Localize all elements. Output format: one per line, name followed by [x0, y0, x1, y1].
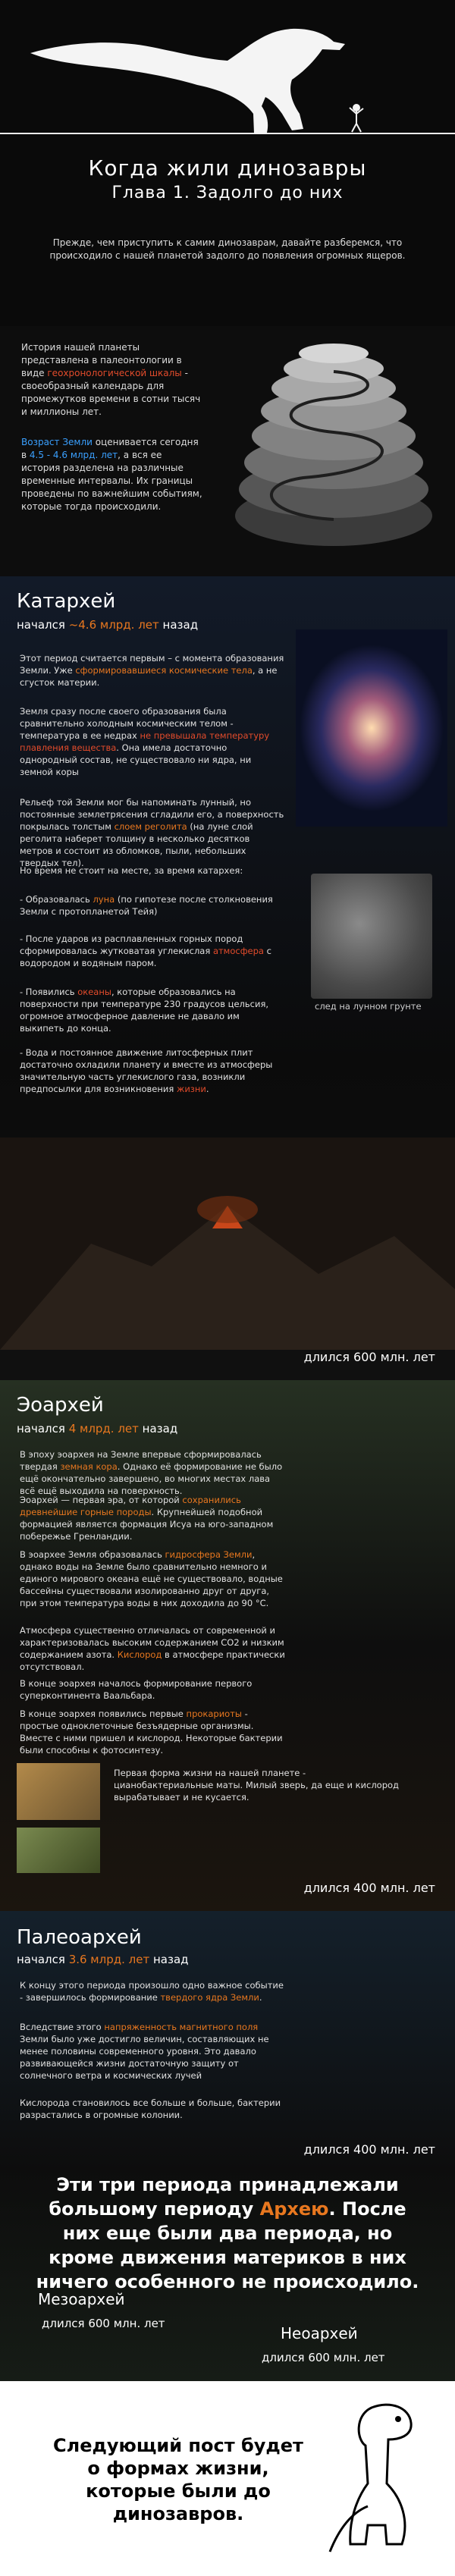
katarchaean-paragraph-4: Но время не стоит на месте, за время катархея: — [20, 865, 243, 876]
mesoarchaean-duration: длился 600 млн. лет — [42, 2317, 165, 2330]
hero-section — [0, 0, 455, 326]
paleoarchaean-paragraph-2: Вследствие этого напряженность магнитного поля Земли было уже достигло величин, составляющих не менее половины современного уровня. Это давало развивающейся жизни достаточную защиту от солнечного ветра и космических лучей — [20, 2022, 269, 2081]
katarchaean-paragraph-2: Земля сразу после своего образования была сравнительно холодным космическим телом - температура в ее недрах не превышала температуру плавления вещества. Она имела достаточно однородный состав, не существовало ни ядра, ни земной коры — [20, 706, 270, 777]
page-title: Когда жили динозавры — [88, 155, 367, 180]
eoarchaean-paragraph-1: В эпоху эоархея на Земле впервые сформировалась твердая земная кора. Однако её формирование не было ещё окончательно завершено, во многих местах лава всё ещё выходила на поверхность. — [20, 1449, 283, 1496]
neoarchaean-duration: длился 600 млн. лет — [262, 2351, 385, 2364]
katarchaean-list-4: - Вода и постоянное движение литосферных плит достаточно охладили планету и вместе из атмосферы значительную часть углекислого газа, возникли предпосылки для возникновения жизни. — [20, 1047, 273, 1094]
lunar-footprint-caption: след на лунном грунте — [315, 1001, 422, 1012]
dinosaur-silhouette-icon — [0, 0, 455, 152]
next-post-section — [0, 2381, 455, 2576]
paleoarchaean-duration: длился 400 млн. лет — [303, 2142, 435, 2157]
geochronological-scale-section — [0, 326, 455, 576]
paleoarchaean-paragraph-3: Кислорода становилось все больше и больше, бактерии разрастались в огромные колонии. — [20, 2098, 281, 2120]
katarchaean-list-1: - Образовалась луна (по гипотезе после столкновения Земли с протопланетой Тейя) — [20, 894, 273, 917]
paleoarchaean-paragraph-1: К концу этого периода произошло одно важное событие - завершилось формирование твердого ядра Земли. — [20, 1980, 284, 2003]
next-post-text: Следующий пост будет о формах жизни, которые были до динозавров. — [53, 2435, 303, 2524]
katarchaean-section — [0, 576, 455, 1380]
katarchaean-duration: длился 600 млн. лет — [303, 1350, 435, 1364]
eoarchaean-duration: длился 400 млн. лет — [303, 1881, 435, 1895]
eoarchaean-paragraph-2: Эоархей — первая эра, от которой сохранились древнейшие горные породы. Крупнейшей подобной формацией является формация Исуа на юго-западном побережье Гренландии. — [20, 1495, 274, 1542]
paleoarchaean-section — [0, 1911, 455, 2381]
nebula-icon — [296, 629, 447, 827]
eoarchaean-start: начался 4 млрд. лет назад — [17, 1422, 178, 1435]
geologic-spiral-icon — [220, 326, 447, 569]
katarchaean-start: начался ~4.6 млрд. лет назад — [17, 618, 199, 632]
eoarchaean-paragraph-6: В конце эоархея появились первые прокариоты - простые одноклеточные безъядерные организмы. Вместе с ними пришел и кислород. Некоторые бактерии были способны к фотосинтезу. — [20, 1708, 283, 1756]
intro-text: Прежде, чем приступить к самим динозаврам, давайте разберемся, что происходило с нашей планетой задолго до появления огромных ящеров. — [49, 237, 406, 261]
bacterial-mat-photo — [17, 1828, 100, 1873]
eoarchaean-paragraph-4: Атмосфера существенно отличалась от современной и характеризовалась высоким содержанием CO2 и низким содержанием азота. Кислород в атмосфере практически отсутствовал. — [20, 1625, 285, 1672]
scale-paragraph-2: Возраст Земли оценивается сегодня в 4.5 - 4.6 млрд. лет, а вся ее история разделена на различные временные интервалы. Их границы проведены по важнейшим событиям, которые тогда происходили. — [21, 437, 202, 512]
eoarchaean-paragraph-5: В конце эоархея началось формирование первого суперконтинента Ваальбара. — [20, 1678, 253, 1701]
volcano-landscape-icon — [0, 1137, 455, 1350]
mesoarchaean-title: Мезоархей — [38, 2290, 125, 2308]
scale-paragraph-1: История нашей планеты представлена в палеонтологии в виде геохронологической шкалы - своеобразный календарь для промежутков времени в сотни тысяч и миллионы лет. — [21, 342, 201, 417]
katarchaean-paragraph-1: Этот период считается первым – с момента образования Земли. Уже сформировавшиеся космические тела, а не сгусток материи. — [20, 653, 284, 688]
eoarchaean-paragraph-7: Первая форма жизни на нашей планете - цианобактериальные маты. Милый зверь, да еще и кислород вырабатывает и не кусается. — [114, 1768, 400, 1803]
katarchaean-paragraph-3: Рельеф той Земли мог бы напоминать лунный, но постоянные землетрясения сгладили его, а поверхность покрылась толстым слоем реголита (на луне слой реголита наберет толщину в несколько десятков метров и состоит из обломков, пыли, небольших твердых тел). — [20, 797, 284, 868]
cyanobacteria-photo — [17, 1763, 100, 1820]
lunar-footprint-photo — [311, 874, 432, 999]
paleoarchaean-title: Палеоархей — [17, 1926, 142, 1949]
paleoarchaean-start: начался 3.6 млрд. лет назад — [17, 1953, 189, 1966]
cartoon-dinosaur-icon — [326, 2392, 440, 2567]
katarchaean-title: Катархей — [17, 590, 116, 613]
katarchaean-list-3: - Появились океаны, которые образовались на поверхности при температуре 230 градусов цельсия, огромное атмосферное давление не давало им выкипеть до конца. — [20, 987, 269, 1034]
chapter-subtitle: Глава 1. Задолго до них — [111, 184, 344, 202]
eoarchaean-title: Эоархей — [17, 1394, 104, 1417]
neoarchaean-title: Неоархей — [281, 2324, 358, 2342]
katarchaean-list-2: - После ударов из расплавленных горных пород сформировалась жутковатая углекислая атмосфера с водородом и водяным паром. — [20, 933, 271, 968]
eoarchaean-section — [0, 1380, 455, 1911]
eoarchaean-paragraph-3: В эоархее Земля образовалась гидросфера Земли, однако воды на Земле было сравнительно немного и единого мирового океана ещё не существовало, водные бассейны существовали изолированно друг от друга, при этом температура воды в них доходила до 90 °C. — [20, 1549, 283, 1608]
archaean-summary: Эти три периода принадлежали большому периоду Архею. После них еще были два периода, но кроме движения материков в них ничего особенного не происходило. — [36, 2174, 419, 2292]
